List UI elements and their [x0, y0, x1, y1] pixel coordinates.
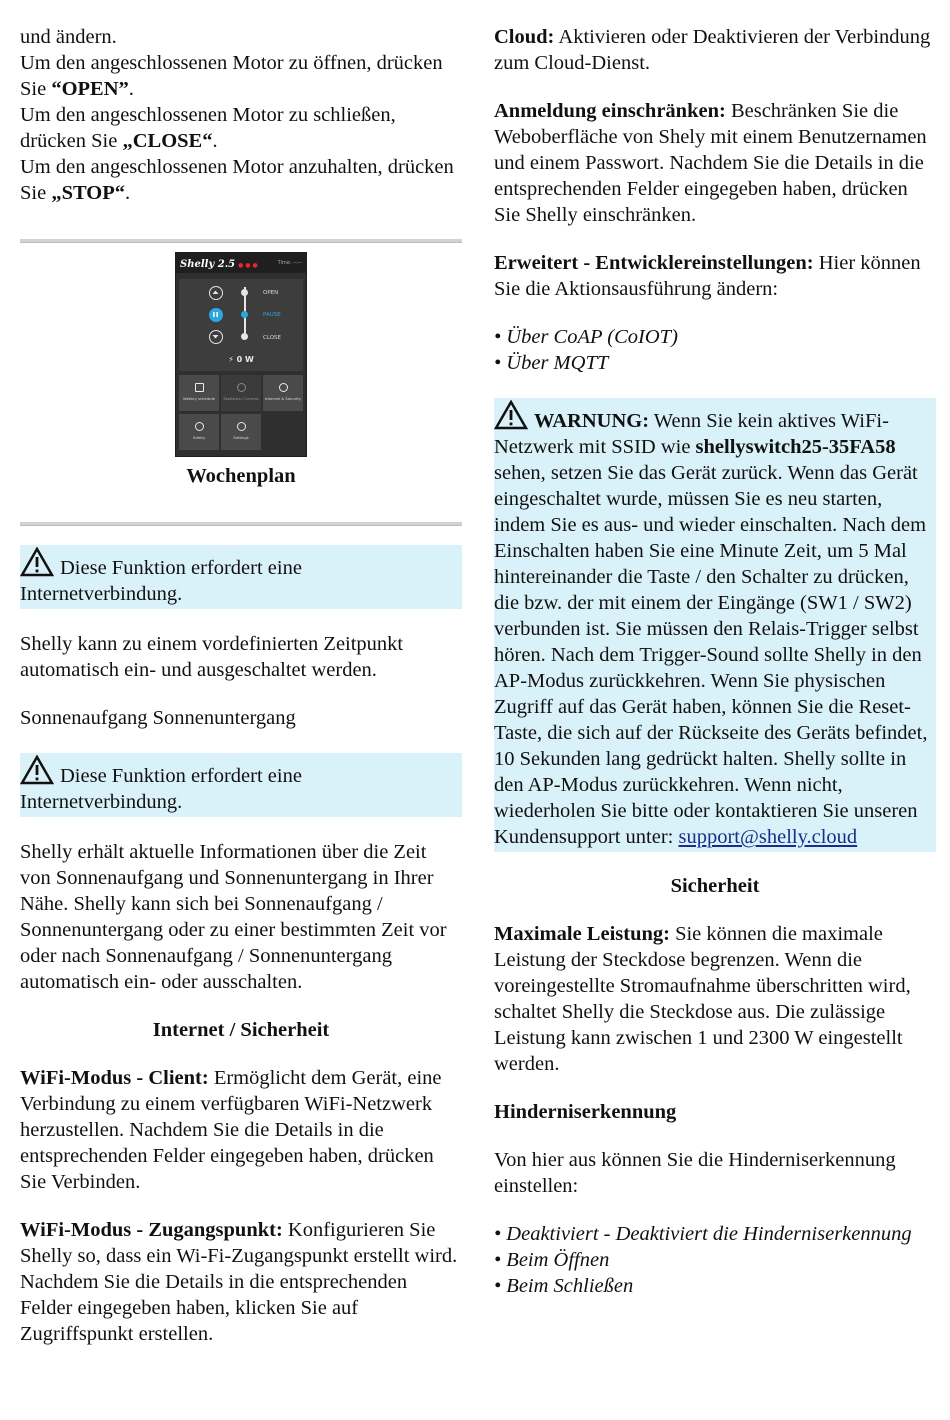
close-label: CLOSE — [263, 335, 282, 341]
term-label: WiFi-Modus - Zugangspunkt: — [20, 1219, 283, 1241]
open-button-icon[interactable] — [209, 286, 223, 300]
tile-settings[interactable] — [221, 414, 261, 450]
warning-box — [20, 545, 462, 609]
lightning-icon: ⚡ — [228, 355, 237, 364]
tile-label: Settings — [233, 435, 249, 440]
paragraph: Sonnenaufgang Sonnenuntergang — [20, 707, 296, 729]
position-knob[interactable] — [241, 311, 248, 318]
info-icon — [237, 422, 246, 431]
figure-caption: Wochenplan — [186, 465, 296, 487]
paragraph — [20, 1217, 462, 1347]
left-column — [20, 24, 462, 1347]
term-label: Anmeldung einschränken: — [494, 100, 726, 122]
close-button-icon[interactable] — [209, 330, 223, 344]
paragraph: Shelly erhält aktuelle Informationen über die Zeit von Sonnenaufgang und Sonnenuntergang in Ihrer Nähe. Shelly kann sich bei Sonnenaufgang / Sonnenuntergang oder zu einer bestimmten Zeit vor oder nach Sonnenaufgang / Sonnenuntergang automatisch ein- oder ausschalten. — [20, 841, 447, 993]
pause-label: PAUSE — [263, 312, 281, 318]
intro-line: und ändern. — [20, 26, 117, 48]
tile-label: Internet & Security — [264, 396, 302, 401]
app-header — [176, 253, 306, 273]
close-instruction: Um den angeschlossenen Motor zu schließen, drücken Sie — [20, 104, 396, 152]
pause-button-icon[interactable] — [209, 308, 223, 322]
tile-internet-security[interactable] — [263, 375, 303, 411]
globe-icon — [279, 383, 288, 392]
term-label: Cloud: — [494, 26, 555, 48]
term-label: Maximale Leistung: — [494, 923, 670, 945]
power-readout — [179, 355, 303, 365]
section-heading: Sicherheit — [670, 875, 760, 897]
close-key: „CLOSE“ — [122, 130, 213, 152]
warning-text: Diese Funktion erfordert eine Internetverbindung. — [20, 557, 302, 605]
section-heading: Internet / Sicherheit — [152, 1019, 330, 1041]
open-instruction: Um den angeschlossenen Motor zu öffnen, drücken Sie — [20, 52, 443, 100]
status-dots-icon: ● ● ● — [238, 262, 258, 269]
paragraph — [494, 250, 936, 302]
term-text: Konfigurieren Sie Shelly so, dass ein Wi-Fi-Zugangspunkt erstellt wird. Nachdem Sie die Details in die entsprechenden Felder eingegeben haben, klicken Sie auf Zugriffspunkt erstellen. — [20, 1219, 458, 1345]
stop-instruction: Um den angeschlossenen Motor anzuhalten, drücken Sie — [20, 156, 454, 204]
open-label: OPEN — [263, 290, 279, 296]
position-knob — [241, 333, 248, 340]
bullet-list — [494, 1221, 936, 1299]
paragraph: Shelly kann zu einem vordefinierten Zeitpunkt automatisch ein- und ausgeschaltet werden. — [20, 633, 404, 681]
paragraph: Von hier aus können Sie die Hinderniserkennung einstellen: — [494, 1149, 896, 1197]
stop-key: „STOP“ — [51, 182, 125, 204]
ssid-example: shellyswitch25-35FA58 — [695, 436, 896, 458]
term-text: Hier können Sie die Aktionsausführung ändern: — [494, 252, 921, 300]
list-item: • Beim Schließen — [494, 1275, 634, 1297]
paragraph — [494, 98, 936, 228]
roller-control-panel — [179, 279, 303, 371]
list-item: • Beim Öffnen — [494, 1249, 610, 1271]
list-item: • Über MQTT — [494, 352, 609, 374]
period: . — [212, 130, 218, 152]
paragraph — [20, 1065, 462, 1195]
tile-label: Weekly schedule — [183, 396, 215, 401]
support-email-link[interactable]: support@shelly.cloud — [678, 826, 858, 848]
warning-label: WARNUNG: — [534, 410, 650, 432]
period: . — [128, 78, 134, 100]
warning-text: Diese Funktion erfordert eine Internetverbindung. — [20, 765, 302, 813]
calendar-icon — [195, 383, 204, 392]
right-column — [494, 24, 936, 1299]
term-text: Beschränken Sie die Weboberfläche von Shely mit einem Benutzernamen und einem Passwort. Nachdem Sie die Details in die entsprechenden Felder eingegeben haben, drücken Sie Shelly einschränken. — [494, 100, 927, 226]
tile-weekly-schedule[interactable] — [179, 375, 219, 411]
subheading: Hinderniserkennung — [494, 1101, 677, 1123]
warning-icon — [20, 755, 54, 785]
bullet-list — [494, 324, 936, 376]
divider — [20, 522, 462, 526]
app-logo: Shelly 2.5 — [180, 259, 236, 270]
paragraph — [494, 921, 936, 1077]
warning-box — [20, 753, 462, 817]
warning-icon — [494, 400, 528, 430]
warning-icon — [20, 547, 54, 577]
term-label: Erweitert - Entwicklereinstellungen: — [494, 252, 814, 274]
term-text: Sie können die maximale Leistung der Steckdose begrenzen. Wenn die voreingestellte Stromaufnahme überschritten wird, schaltet Shelly die Steckdose aus. Die zulässige Leistung kann zwischen 1 und 2300 W eingestellt werden. — [494, 923, 911, 1075]
intro-text — [20, 24, 462, 206]
app-screenshot — [175, 252, 307, 457]
tile-label: Safety — [192, 435, 206, 440]
term-text: Ermöglicht dem Gerät, eine Verbindung zu einem verfügbaren WiFi-Netzwerk herzustellen. Nachdem Sie die Details in die entsprechenden Felder eingegeben haben, drücken Sie Verbinden. — [20, 1067, 442, 1193]
tile-label: Statistics / Current — [223, 396, 259, 401]
tile-safety[interactable] — [179, 414, 219, 450]
period: . — [125, 182, 131, 204]
term-text: Aktivieren oder Deaktivieren der Verbindung zum Cloud-Dienst. — [494, 26, 931, 74]
app-time: Time: --:-- — [277, 260, 302, 266]
term-label: WiFi-Modus - Client: — [20, 1067, 209, 1089]
tile-statistics[interactable] — [221, 375, 261, 411]
warning-box — [494, 398, 936, 852]
power-value: 0 W — [236, 355, 254, 364]
open-key: “OPEN” — [51, 78, 129, 100]
warning-text: Wenn Sie kein aktives WiFi-Netzwerk mit SSID wie — [494, 410, 889, 458]
divider — [20, 239, 462, 243]
gauge-icon — [237, 383, 246, 392]
safety-icon — [195, 422, 204, 431]
paragraph — [494, 24, 936, 76]
list-item: • Über CoAP (CoIOT) — [494, 326, 678, 348]
position-knob — [241, 289, 248, 296]
warning-text: sehen, setzen Sie das Gerät zurück. Wenn das Gerät eingeschaltet wurde, müssen Sie es neu starten, indem Sie es aus- und wieder einschalten. Nach dem Einschalten haben Sie eine Minute Zeit, um 5 Mal hintereinander die Taste / den Schalter zu drücken, die bzw. der mit einem der Eingänge (SW1 / SW2) verbunden ist. Sie müssen den Relais-Trigger selbst hören. Nach dem Trigger-Sound sollte Shelly in den AP-Modus zurückkehren. Wenn Sie physischen Zugriff auf das Gerät haben, können Sie die Reset-Taste, die sich auf der Rückseite des Geräts befindet, 10 Sekunden lang gedrückt halten. Shelly sollte in den AP-Modus zurückkehren. Wenn nicht, wiederholen Sie bitte oder kontaktieren Sie unseren Kundensupport unter: — [494, 462, 928, 848]
list-item: • Deaktiviert - Deaktiviert die Hinderniserkennung — [494, 1223, 912, 1245]
